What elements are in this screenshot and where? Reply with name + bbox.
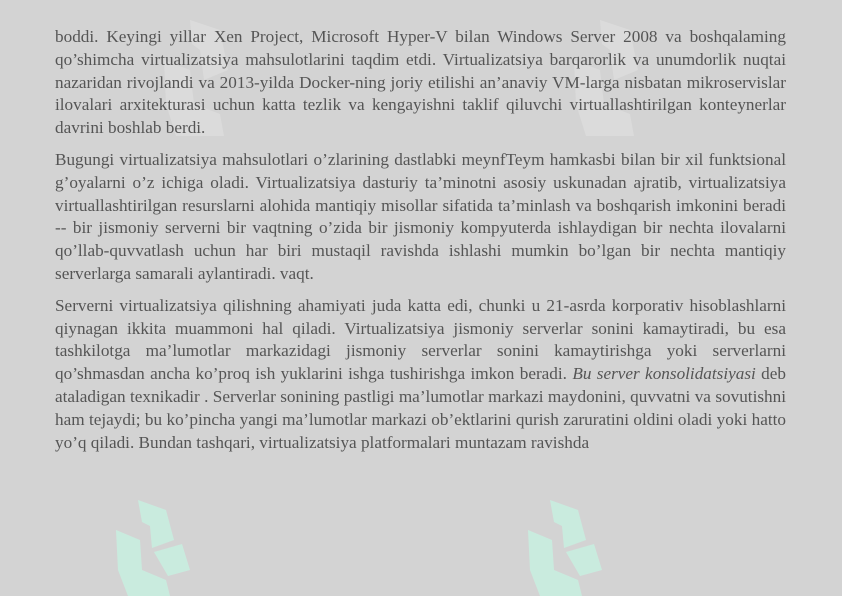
watermark-logo-icon [108,500,198,596]
paragraph-3-text-before: Serverni virtualizatsiya qilishning ahamiyati juda katta edi, chunki u 21-asrda korporativ hisoblashlarni qiynagan ikkita muammoni hal qiladi. Virtualizatsiya jismoniy serverlar sonini kamaytiradi, bu esa tashkilotga ma’lumotlar markazidagi jismoniy serverlar sonini kamaytirishga yoki serverlarni qo’shmasdan ancha ko’proq ish yuklarini ishga tushirishga imkon beradi. [55,295,786,384]
paragraph-2: Bugungi virtualizatsiya mahsulotlari o’zlarining dastlabki meynfTeym hamkasbi bilan bir xil funktsional g’oyalarni o’z ichiga oladi. Virtualizatsiya dasturiy ta’minotni asosiy uskunadan ajratib, virtualizatsiya virtuallashtirilgan resurslarni alohida mantiqiy misollar sifatida ta’minlash va boshqarish imkonini beradi -- bir jismoniy serverni bir vaqtning o’zida bir jismoniy kompyuterda ishlaydigan bir nechta ilovalarni qo’llab-quvvatlash uchun har biri mustaqil ravishda ishlashi mumkin bo’lgan bir nechta mantiqiy serverlarga samarali aylantiradi. vaqt. [55,149,786,283]
watermark-logo-icon [520,500,610,596]
paragraph-3 [55,295,786,455]
paragraph-3-italic-term: Bu server konsolidatsiyasi [572,364,756,384]
paragraph-1: boddi. Keyingi yillar Xen Project, Microsoft Hyper-V bilan Windows Server 2008 va boshqalaming qo’shimcha virtualizatsiya mahsulotlarini taqdim etdi. Virtualizatsiya barqarorlik va unumdorlik nuqtai nazaridan rivojlandi va 2013-yilda Docker-ning joriy etilishi an’anaviy VM-larga nisbatan mikroservislar ilovalari arxitekturasi uchun katta tezlik va kengayishni taklif qiluvchi virtuallashtirilgan konteynerlar davrini boshlab berdi. [55,27,786,138]
document-body [55,26,786,463]
paragraph-3-text-after: deb ataladigan texnikadir . Serverlar sonining pastligi ma’lumotlar markazi maydonini, quvvatni va sovutishni ham tejaydi; bu ko’pincha yangi ma’lumotlar markazi ob’ektlarini qurish zaruratini oldini oladi yoki hatto yo’q qiladi. Bundan tashqari, virtualizatsiya platformalari muntazam ravishda [55,364,786,452]
